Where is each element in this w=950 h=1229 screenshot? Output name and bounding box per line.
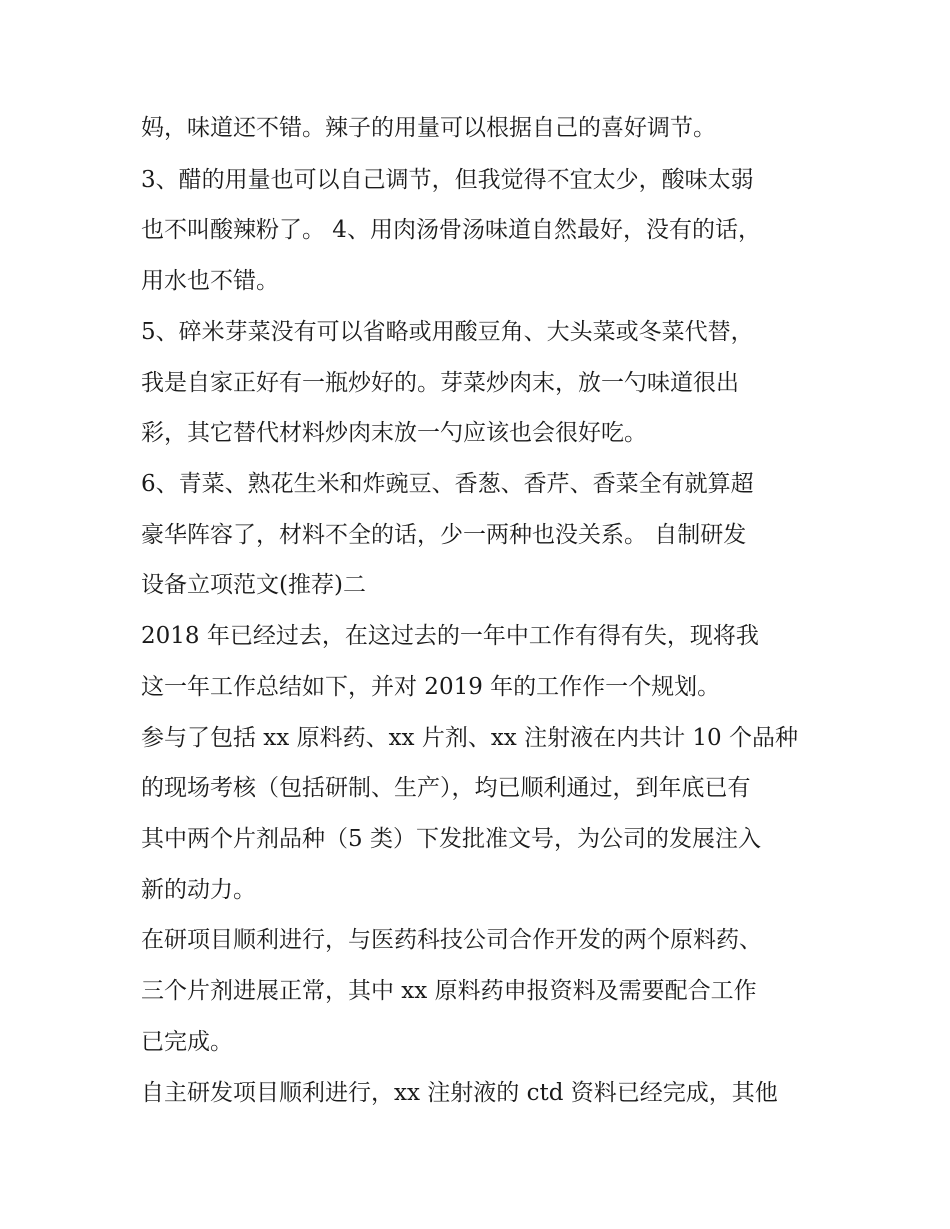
text-line: 3、醋的用量也可以自己调节，但我觉得不宜太少，酸味太弱 xyxy=(141,167,754,193)
text-line: 彩，其它替代材料炒肉末放一勺应该也会很好吃。 xyxy=(141,420,647,446)
text-line: 6、青菜、熟花生米和炸豌豆、香葱、香芹、香菜全有就算超 xyxy=(141,471,754,497)
text-line: 设备立项范文(推荐)二 xyxy=(141,572,366,598)
text-line: 这一年工作总结如下，并对 2019 年的工作作一个规划。 xyxy=(141,674,721,700)
text-line: 也不叫酸辣粉了。 4、用肉汤骨汤味道自然最好，没有的话， xyxy=(141,217,761,243)
text-line: 2018 年已经过去，在这过去的一年中工作有得有失，现将我 xyxy=(141,623,759,649)
text-line: 5、碎米芽菜没有可以省略或用酸豆角、大头菜或冬菜代替， xyxy=(141,319,754,345)
text-line: 参与了包括 xx 原料药、xx 片剂、xx 注射液在内共计 10 个品种 xyxy=(141,725,798,751)
text-line: 用水也不错。 xyxy=(141,268,279,294)
text-line: 在研项目顺利进行，与医药科技公司合作开发的两个原料药、 xyxy=(141,927,762,953)
text-line: 的现场考核（包括研制、生产），均已顺利通过，到年底已有 xyxy=(141,775,751,801)
text-line: 已完成。 xyxy=(141,1029,233,1055)
text-line: 我是自家正好有一瓶炒好的。芽菜炒肉末，放一勺味道很出 xyxy=(141,370,739,396)
text-line: 豪华阵容了，材料不全的话，少一两种也没关系。 自制研发 xyxy=(141,522,747,548)
text-line: 妈，味道还不错。辣子的用量可以根据自己的喜好调节。 xyxy=(141,115,716,141)
text-line: 其中两个片剂品种（5 类）下发批准文号，为公司的发展注入 xyxy=(141,826,761,852)
text-line: 自主研发项目顺利进行，xx 注射液的 ctd 资料已经完成，其他 xyxy=(141,1080,778,1106)
text-line: 新的动力。 xyxy=(141,877,256,903)
text-line: 三个片剂进展正常，其中 xx 原料药申报资料及需要配合工作 xyxy=(141,978,757,1004)
